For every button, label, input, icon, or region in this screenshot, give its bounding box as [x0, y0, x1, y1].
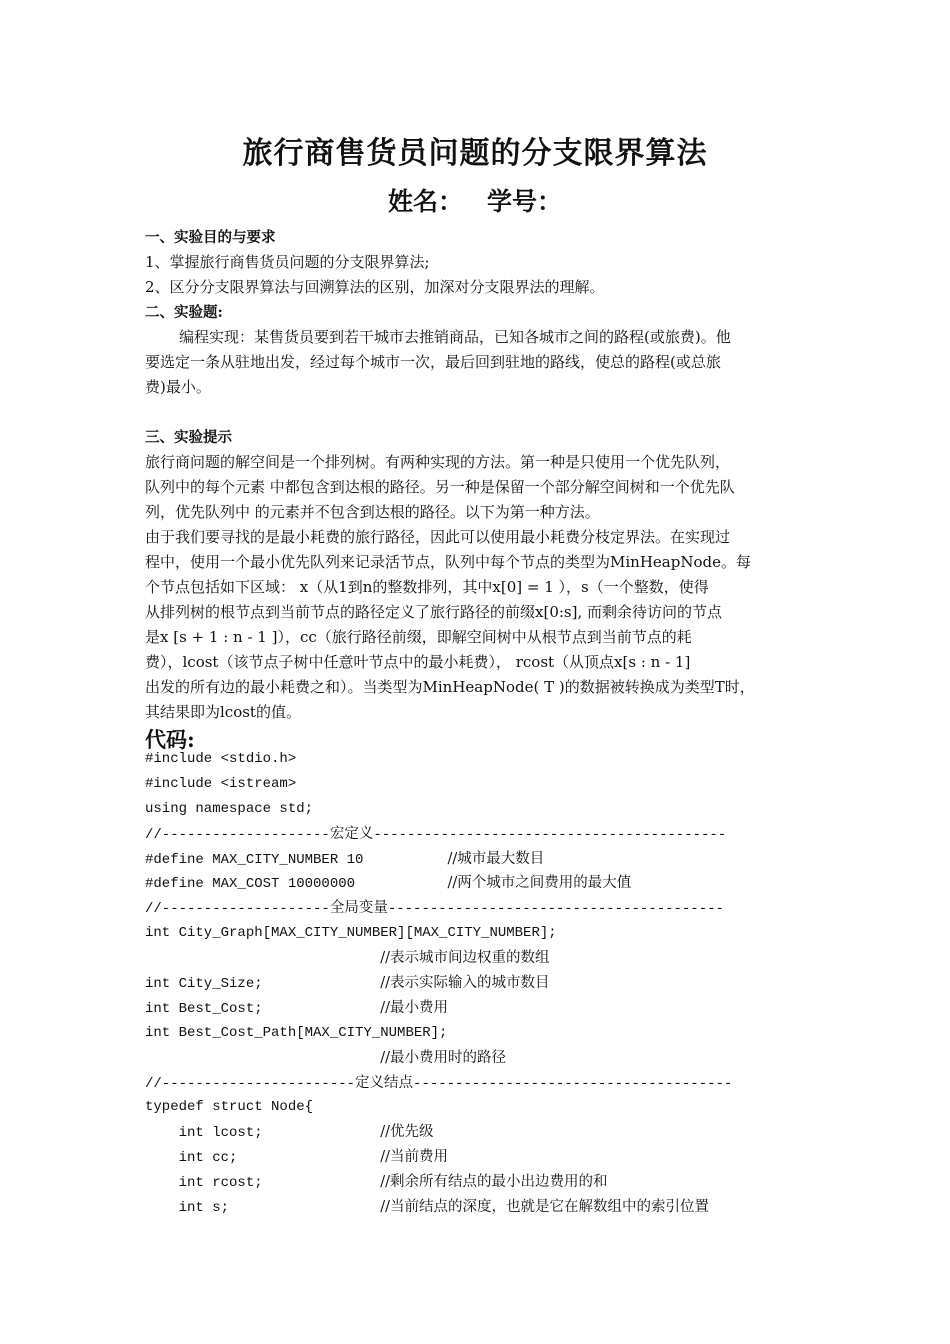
blank-line — [145, 400, 825, 425]
code-text: int City_Graph[MAX_CITY_NUMBER][MAX_CITY_NUMBER]; — [145, 925, 557, 942]
student-id-label: 学号： — [487, 187, 563, 216]
code-line — [145, 1021, 845, 1046]
code-line — [145, 946, 845, 971]
section-1-item: 2、区分分支限界算法与回溯算法的区别，加深对分支限界法的理解。 — [145, 278, 605, 296]
section-1-heading: 一、实验目的与要求 — [145, 229, 276, 246]
code-heading: 代码: — [145, 727, 195, 752]
code-text: int s; — [145, 1200, 381, 1217]
code-text: #define MAX_COST 10000000 — [145, 876, 448, 893]
code-line — [145, 996, 845, 1021]
section-3-paragraph-line: 程中，使用一个最小优先队列来记录活节点，队列中每个节点的类型为MinHeapNode。每 — [145, 553, 751, 571]
code-text: int cc; — [145, 1150, 381, 1167]
code-comment: //最小费用 — [380, 999, 449, 1016]
code-comment: //当前费用 — [380, 1149, 449, 1166]
code-comment: //剩余所有结点的最小出边费用的和 — [380, 1174, 608, 1191]
code-divider-tail: -------------------------------------- — [413, 1075, 733, 1092]
code-text: #include <stdio.h> — [145, 751, 297, 767]
code-text: #define MAX_CITY_NUMBER 10 — [145, 851, 448, 868]
code-text: int lcost; — [145, 1125, 381, 1142]
section-3-paragraph-line: 个节点包括如下区域： x（从1到n的整数排列，其中x[0] = 1 ），s（一个整数，使得 — [145, 578, 709, 596]
section-3-paragraph-line: 出发的所有边的最小耗费之和）。当类型为MinHeapNode( T )的数据被转换成为类型T时， — [145, 678, 755, 696]
code-comment: 定义结点 — [355, 1074, 414, 1091]
code-line — [145, 1071, 845, 1096]
code-comment: 全局变量 — [329, 900, 388, 917]
code-comment: //城市最大数目 — [447, 850, 545, 867]
section-1-item: 1、掌握旅行商售货员问题的分支限界算法; — [145, 253, 430, 271]
code-text: int rcost; — [145, 1175, 381, 1192]
code-line — [145, 1046, 845, 1071]
code-text — [145, 951, 380, 967]
section-3-paragraph-line: 从排列树的根节点到当前节点的路径定义了旅行路径的前缀x[0:s], 而剩余待访问的节点 — [145, 603, 722, 621]
section-2-paragraph-line: 费)最小。 — [145, 378, 211, 396]
code-block — [145, 747, 845, 1220]
code-line — [145, 1095, 845, 1120]
code-line — [145, 822, 845, 847]
section-3-paragraph-line: 旅行商问题的解空间是一个排列树。有两种实现的方法。第一种是只使用一个优先队列， — [145, 453, 731, 471]
code-divider-tail: ---------------------------------------- — [387, 901, 724, 918]
code-line — [145, 747, 845, 772]
code-line — [145, 871, 845, 896]
section-3-paragraph-line: 是x [s + 1 : n - 1 ]），cc（旅行路径前缀，即解空间树中从根节点到当前节点的耗 — [145, 628, 692, 646]
code-comment: 宏定义 — [329, 825, 374, 842]
section-3-paragraph-line: 队列中的每个元素 中都包含到达根的路径。另一种是保留一个部分解空间树和一个优先队 — [145, 478, 735, 496]
author-line — [0, 182, 950, 218]
code-text: int Best_Cost; — [145, 1000, 381, 1017]
section-3-paragraph-line: 由于我们要寻找的是最小耗费的旅行路径，因此可以使用最小耗费分枝定界法。在实现过 — [145, 528, 731, 546]
code-comment: //两个城市之间费用的最大值 — [447, 875, 632, 892]
code-divider-tail: ------------------------------------------ — [373, 826, 727, 843]
code-comment: //表示城市间边权重的数组 — [380, 950, 550, 967]
code-comment: //表示实际输入的城市数目 — [380, 975, 550, 992]
section-3-paragraph-line: 费），lcost（该节点子树中任意叶节点中的最小耗费）， rcost（从顶点x[s : n - 1] — [145, 653, 691, 671]
code-line — [145, 1170, 845, 1195]
code-text: int City_Size; — [145, 976, 381, 993]
code-line — [145, 1145, 845, 1170]
body-sections — [145, 225, 825, 755]
section-2-paragraph-line: 编程实现：某售货员要到若干城市去推销商品，已知各城市之间的路程(或旅费)。他 — [179, 328, 731, 346]
code-line — [145, 896, 845, 921]
section-2-heading: 二、实验题: — [145, 304, 223, 321]
code-line — [145, 1195, 845, 1220]
code-text: int Best_Cost_Path[MAX_CITY_NUMBER]; — [145, 1024, 448, 1041]
code-line — [145, 772, 845, 797]
document-title: 旅行商售货员问题的分支限界算法 — [242, 136, 708, 171]
code-text — [145, 1051, 380, 1067]
code-text: //-------------------- — [145, 826, 330, 843]
name-label: 姓名： — [387, 187, 463, 216]
code-text: //----------------------- — [145, 1075, 356, 1092]
code-line — [145, 797, 845, 822]
section-3-heading: 三、实验提示 — [145, 429, 232, 446]
code-comment: //最小费用时的路径 — [380, 1049, 507, 1066]
code-text: //-------------------- — [145, 901, 330, 918]
code-line — [145, 921, 845, 946]
code-line — [145, 847, 845, 872]
section-2-paragraph-line: 要选定一条从驻地出发，经过每个城市一次，最后回到驻地的路线，使总的路程(或总旅 — [145, 353, 721, 371]
code-comment: //优先级 — [380, 1124, 434, 1141]
code-comment: //当前结点的深度，也就是它在解数组中的索引位置 — [380, 1199, 710, 1216]
section-3-paragraph-line: 其结果即为lcost的值。 — [145, 703, 301, 721]
code-text: using namespace std; — [145, 800, 314, 817]
code-line — [145, 1120, 845, 1145]
section-3-paragraph-line: 列，优先队列中 的元素并不包含到达根的路径。以下为第一种方法。 — [145, 503, 600, 521]
code-line — [145, 971, 845, 996]
code-text: typedef struct Node{ — [145, 1099, 314, 1116]
code-text: #include <istream> — [145, 775, 297, 792]
